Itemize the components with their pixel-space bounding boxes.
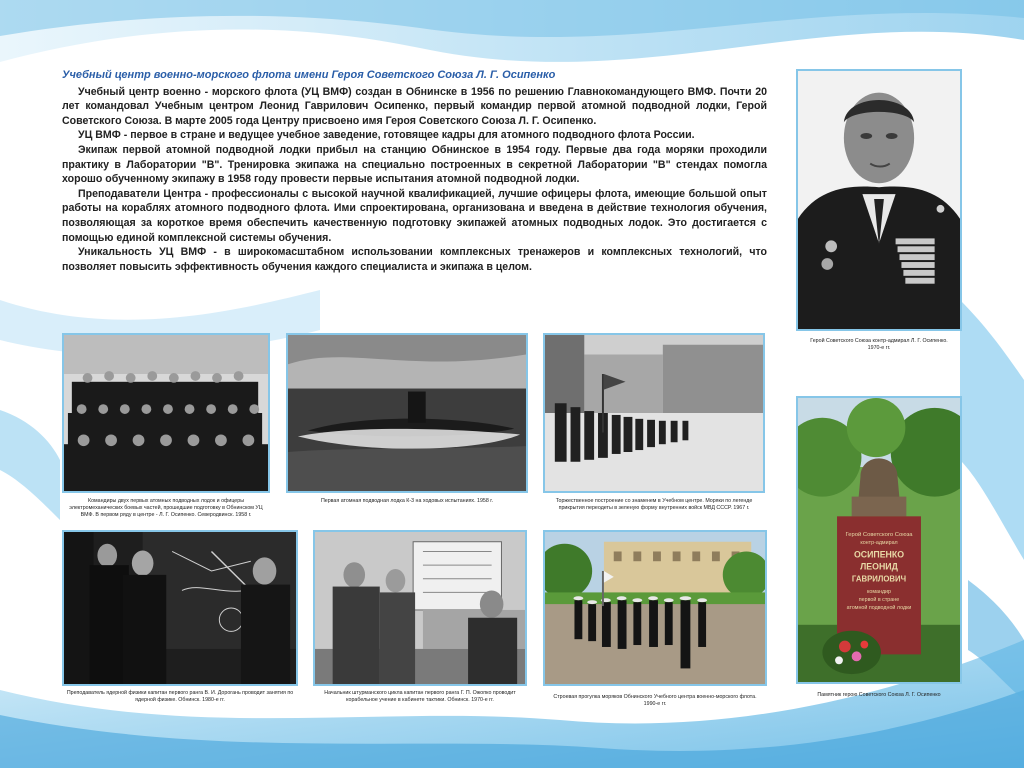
- monument-caption: Памятник герою Советского Союза Л. Г. Осипенко: [817, 692, 941, 698]
- intro-text-block: [62, 68, 767, 274]
- monument-line-1: Герой Советского Союза: [845, 532, 913, 539]
- parade-photo: [543, 333, 765, 493]
- group-photo: [62, 333, 270, 493]
- submarine-caption: Первая атомная подводная лодка К-3 на ходовых испытаниях. 1958 г.: [320, 498, 494, 504]
- parade-caption: Торжественное построение со знаменем в Учебном центре. Моряки по легенде прикрытия переодеты в зеленую форму внутренних войск МВД СССР. 1967 г.: [555, 498, 753, 511]
- paragraph-2: УЦ ВМФ - первое в стране и ведущее учебное заведение, готовящее кадры для атомного подводного флота России.: [78, 129, 695, 142]
- console-caption: Начальник штурманского цикла капитан первого ранга Г. П. Ожопко проводит корабельное учение в кабинете тактики. Обнинск. 1970-е гг.: [324, 690, 516, 703]
- submarine-photo: [286, 333, 528, 493]
- monument-line-4: ЛЕОНИД: [860, 561, 898, 572]
- paragraph-5: Уникальность УЦ ВМФ - в широкомасштабном использовании комплексных тренажеров и комплексных технологий, что позволяет повысить эффективность обучения каждого специалиста и экипажа в целом.: [62, 246, 767, 273]
- monument-line-3: ОСИПЕНКО: [853, 549, 905, 560]
- monument-line-7: первой в стране: [858, 597, 900, 604]
- monument-photo: [796, 396, 962, 684]
- article-title: Учебный центр военно-морского флота имени Героя Советского Союза Л. Г. Осипенко: [62, 69, 556, 81]
- monument-line-2: контр-адмирал: [860, 539, 898, 546]
- monument-line-8: атомной подводной лодки: [846, 605, 912, 612]
- portrait-photo: [796, 69, 962, 331]
- monument-line-6: командир: [866, 589, 892, 596]
- console-photo: [313, 530, 527, 686]
- lecture-caption: Преподаватель ядерной физики капитан первого ранга В. И. Дорогань проводит занятия по ядерной физике. Обнинск. 1980-е гг.: [66, 690, 294, 703]
- march-caption: Строевая прогулка моряков Обнинского Учебного центра военно-морского флота. 1990-е гг.: [553, 694, 757, 707]
- paragraph-3: Экипаж первой атомной подводной лодки прибыл на станцию Обнинское в 1954 году. Первые два года моряки проходили практику в Лаборатории "В". Тренировка экипажа на специально построенных в секретной Лаборатории "В" стендах помогла хорошо обученному экипажу в 1958 году провести первые испытания атомной подводной лодки.: [62, 143, 767, 186]
- group-caption: Командиры двух первых атомных подводных лодок и офицеры электромеханических боевых частей, прошедшие подготовку в Обнинском УЦ ВМФ. В первом ряду в центре - Л. Г. Осипенко. Северодвинск. 1958 г.: [69, 498, 263, 518]
- monument-line-5: ГАВРИЛОВИЧ: [851, 574, 907, 584]
- lecture-photo: [62, 530, 298, 686]
- paragraph-1: Учебный центр военно - морского флота (УЦ ВМФ) создан в Обнинске в 1956 по решению Главнокомандующего ВМФ. Почти 20 лет командовал Учебным центром Леонид Гаврилович Осипенко, первый командир первой атомной подводной лодки, Герой Советского Союза. В марте 2005 года Центру присвоено имя Героя Советского Союза Л. Г. Осипенко.: [62, 85, 767, 127]
- paragraph-4: Преподаватели Центра - профессионалы с высокой научной квалификацией, лучшие офицеры флота, имеющие большой опыт работы на кораблях атомного подводного флота. Ими спроектирована, организована и введена в действие технология обучения, позволяющая за короткое время обеспечить качественную подготовку экипажей атомных подводных лодок. Это достигается с помощью единой комплексной системы обучения.: [62, 187, 767, 244]
- march-photo: [543, 530, 767, 686]
- portrait-caption: Герой Советского Союза контр-адмирал Л. Г. Осипенко. 1970-е гг.: [810, 338, 948, 351]
